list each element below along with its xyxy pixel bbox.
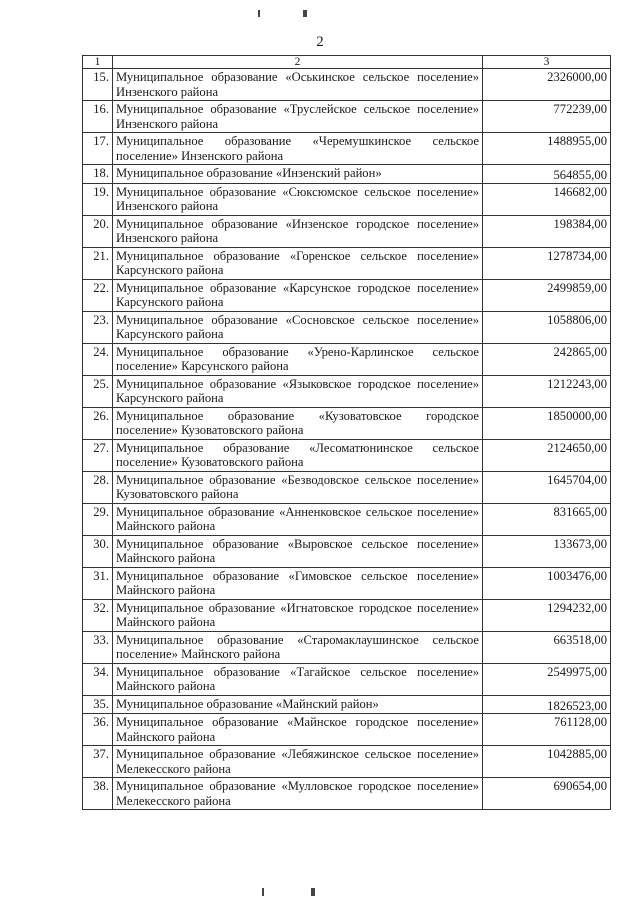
row-number: 30. [83, 535, 113, 567]
row-number: 18. [83, 165, 113, 184]
row-number: 22. [83, 279, 113, 311]
row-number: 28. [83, 471, 113, 503]
row-municipality-name: Муниципальное образование «Майнский район» [113, 695, 483, 714]
row-number: 33. [83, 631, 113, 663]
table-row [83, 375, 611, 407]
table-row [83, 778, 611, 810]
row-amount: 564855,00 [483, 165, 611, 184]
row-municipality-name: Муниципальное образование «Горенское сельское поселение» Карсунского района [113, 247, 483, 279]
row-number: 19. [83, 183, 113, 215]
allocation-table [82, 55, 611, 810]
table-row [83, 663, 611, 695]
row-amount: 2124650,00 [483, 439, 611, 471]
row-number: 32. [83, 599, 113, 631]
row-number: 23. [83, 311, 113, 343]
row-amount: 1294232,00 [483, 599, 611, 631]
table-row [83, 69, 611, 101]
row-municipality-name: Муниципальное образование «Черемушкинское сельское поселение» Инзенского района [113, 133, 483, 165]
row-municipality-name: Муниципальное образование «Игнатовское городское поселение» Майнского района [113, 599, 483, 631]
row-municipality-name: Муниципальное образование «Инзенское городское поселение» Инзенского района [113, 215, 483, 247]
table-row [83, 101, 611, 133]
scan-mark-bottom-center [311, 888, 315, 896]
row-number: 37. [83, 746, 113, 778]
row-amount: 1488955,00 [483, 133, 611, 165]
table-row [83, 407, 611, 439]
row-number: 34. [83, 663, 113, 695]
table-row [83, 471, 611, 503]
row-municipality-name: Муниципальное образование «Кузоватовское городское поселение» Кузоватовского района [113, 407, 483, 439]
row-municipality-name: Муниципальное образование «Лесоматюнинское сельское поселение» Кузоватовского района [113, 439, 483, 471]
row-amount: 1826523,00 [483, 695, 611, 714]
page-number: 2 [316, 34, 324, 50]
row-number: 26. [83, 407, 113, 439]
table-row [83, 343, 611, 375]
table-body [83, 56, 611, 810]
row-number: 25. [83, 375, 113, 407]
table-row [83, 165, 611, 184]
row-amount: 1003476,00 [483, 567, 611, 599]
row-amount: 1212243,00 [483, 375, 611, 407]
row-amount: 831665,00 [483, 503, 611, 535]
table-row [83, 695, 611, 714]
row-number: 17. [83, 133, 113, 165]
row-municipality-name: Муниципальное образование «Языковское городское поселение» Карсунского района [113, 375, 483, 407]
row-amount: 1850000,00 [483, 407, 611, 439]
table-row [83, 247, 611, 279]
table-row [83, 279, 611, 311]
table-row [83, 133, 611, 165]
row-number: 35. [83, 695, 113, 714]
row-municipality-name: Муниципальное образование «Гимовское сельское поселение» Майнского района [113, 567, 483, 599]
row-amount: 1042885,00 [483, 746, 611, 778]
table-row [83, 439, 611, 471]
row-amount: 133673,00 [483, 535, 611, 567]
table-row [83, 503, 611, 535]
row-number: 38. [83, 778, 113, 810]
row-municipality-name: Муниципальное образование «Анненковское сельское поселение» Майнского района [113, 503, 483, 535]
row-amount: 1058806,00 [483, 311, 611, 343]
row-amount: 242865,00 [483, 343, 611, 375]
row-number: 29. [83, 503, 113, 535]
table-header-row [83, 56, 611, 69]
row-municipality-name: Муниципальное образование «Лебяжинское сельское поселение» Мелекесского района [113, 746, 483, 778]
row-number: 21. [83, 247, 113, 279]
row-amount: 146682,00 [483, 183, 611, 215]
scan-mark-bottom-left [262, 888, 264, 896]
table-row [83, 714, 611, 746]
row-municipality-name: Муниципальное образование «Майнское городское поселение» Майнского района [113, 714, 483, 746]
header-cell-name: 2 [113, 56, 483, 69]
row-amount: 2326000,00 [483, 69, 611, 101]
header-cell-number: 1 [83, 56, 113, 69]
row-amount: 690654,00 [483, 778, 611, 810]
row-number: 24. [83, 343, 113, 375]
row-municipality-name: Муниципальное образование «Карсунское городское поселение» Карсунского района [113, 279, 483, 311]
table-row [83, 183, 611, 215]
row-municipality-name: Муниципальное образование «Мулловское городское поселение» Мелекесского района [113, 778, 483, 810]
row-amount: 1645704,00 [483, 471, 611, 503]
row-municipality-name: Муниципальное образование «Старомаклаушинское сельское поселение» Майнского района [113, 631, 483, 663]
table-row [83, 631, 611, 663]
row-number: 15. [83, 69, 113, 101]
row-number: 31. [83, 567, 113, 599]
row-amount: 198384,00 [483, 215, 611, 247]
row-amount: 663518,00 [483, 631, 611, 663]
header-cell-amount: 3 [483, 56, 611, 69]
row-municipality-name: Муниципальное образование «Инзенский район» [113, 165, 483, 184]
row-amount: 1278734,00 [483, 247, 611, 279]
row-municipality-name: Муниципальное образование «Урено-Карлинское сельское поселение» Карсунского района [113, 343, 483, 375]
table-row [83, 746, 611, 778]
scan-mark-top-left [258, 10, 260, 17]
row-amount: 772239,00 [483, 101, 611, 133]
table-row [83, 599, 611, 631]
table-row [83, 215, 611, 247]
row-municipality-name: Муниципальное образование «Выровское сельское поселение» Майнского района [113, 535, 483, 567]
row-municipality-name: Муниципальное образование «Тагайское сельское поселение» Майнского района [113, 663, 483, 695]
table-row [83, 567, 611, 599]
table-row [83, 311, 611, 343]
scan-mark-top-center [303, 10, 307, 17]
row-municipality-name: Муниципальное образование «Оськинское сельское поселение» Инзенского района [113, 69, 483, 101]
row-amount: 2499859,00 [483, 279, 611, 311]
row-number: 27. [83, 439, 113, 471]
row-municipality-name: Муниципальное образование «Сосновское сельское поселение» Карсунского района [113, 311, 483, 343]
row-number: 36. [83, 714, 113, 746]
row-amount: 2549975,00 [483, 663, 611, 695]
row-number: 16. [83, 101, 113, 133]
row-municipality-name: Муниципальное образование «Сюксюмское сельское поселение» Инзенского района [113, 183, 483, 215]
row-amount: 761128,00 [483, 714, 611, 746]
row-municipality-name: Муниципальное образование «Безводовское сельское поселение» Кузоватовского района [113, 471, 483, 503]
row-number: 20. [83, 215, 113, 247]
row-municipality-name: Муниципальное образование «Труслейское сельское поселение» Инзенского района [113, 101, 483, 133]
table-row [83, 535, 611, 567]
